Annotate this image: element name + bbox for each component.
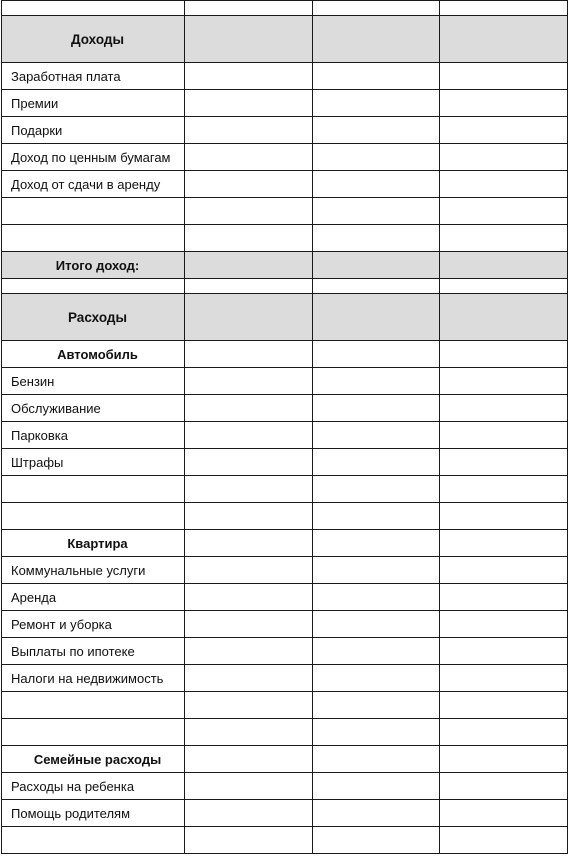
table-cell[interactable] [440,422,568,449]
row-label: Доход по ценным бумагам [2,144,185,171]
row-label: Помощь родителям [2,800,185,827]
row-label: Штрафы [2,449,185,476]
income-header-row [2,16,568,63]
row-label: Обслуживание [2,395,185,422]
table-row [2,827,568,854]
table-cell[interactable] [313,746,440,773]
table-cell[interactable] [185,827,313,854]
table-cell[interactable] [185,198,313,225]
table-cell[interactable] [185,746,313,773]
table-cell[interactable] [185,294,313,341]
table-cell[interactable] [185,422,313,449]
table-cell[interactable] [440,16,568,63]
income-total-row [2,252,568,279]
table-cell[interactable] [313,719,440,746]
table-cell[interactable] [440,144,568,171]
table-cell[interactable] [185,395,313,422]
table-cell[interactable] [313,144,440,171]
table-cell[interactable] [313,584,440,611]
table-cell[interactable] [440,279,568,294]
table-cell[interactable] [185,557,313,584]
table-cell[interactable] [185,63,313,90]
table-cell[interactable] [185,225,313,252]
table-row [2,638,568,665]
table-row [2,117,568,144]
table-cell[interactable] [313,800,440,827]
table-cell[interactable] [185,341,313,368]
table-cell[interactable] [185,530,313,557]
table-cell[interactable] [440,395,568,422]
table-cell[interactable] [440,638,568,665]
row-label: Расходы на ребенка [2,773,185,800]
row-label: Премии [2,90,185,117]
table-cell[interactable] [440,198,568,225]
table-cell[interactable] [185,611,313,638]
row-label[interactable] [2,225,185,252]
table-cell[interactable] [313,16,440,63]
table-cell[interactable] [440,665,568,692]
table-cell[interactable] [185,90,313,117]
row-label: Ремонт и уборка [2,611,185,638]
budget-table [1,0,568,854]
table-cell[interactable] [313,665,440,692]
row-label: Коммунальные услуги [2,557,185,584]
row-label[interactable] [2,503,185,530]
table-cell[interactable] [313,171,440,198]
table-cell[interactable] [313,611,440,638]
table-row [2,773,568,800]
table-cell[interactable] [313,63,440,90]
category-row [2,530,568,557]
table-cell[interactable] [440,368,568,395]
table-cell[interactable] [185,773,313,800]
table-cell[interactable] [440,611,568,638]
row-label[interactable] [2,198,185,225]
expenses-header-row [2,294,568,341]
category-car: Автомобиль [2,341,185,368]
table-cell[interactable] [440,63,568,90]
table-cell[interactable] [313,341,440,368]
table-cell[interactable] [313,198,440,225]
table-cell[interactable] [313,90,440,117]
table-cell[interactable] [313,368,440,395]
table-cell[interactable] [440,449,568,476]
table-cell[interactable] [440,294,568,341]
table-cell[interactable] [185,800,313,827]
table-cell[interactable] [313,476,440,503]
table-row [2,90,568,117]
table-row [2,171,568,198]
row-label: Доход от сдачи в аренду [2,171,185,198]
table-cell[interactable] [185,279,313,294]
table-cell[interactable] [440,530,568,557]
table-cell[interactable] [440,1,568,16]
table-cell[interactable] [440,503,568,530]
table-row [2,144,568,171]
spacer-row [2,279,568,294]
table-cell[interactable] [2,1,185,16]
table-cell[interactable] [440,773,568,800]
table-row [2,449,568,476]
table-cell[interactable] [313,557,440,584]
table-row [2,422,568,449]
table-row [2,476,568,503]
table-cell[interactable] [440,800,568,827]
spacer-row [2,1,568,16]
table-cell[interactable] [440,476,568,503]
row-label: Подарки [2,117,185,144]
table-cell[interactable] [440,719,568,746]
table-row [2,557,568,584]
row-label[interactable] [2,476,185,503]
table-cell[interactable] [185,719,313,746]
table-cell[interactable] [313,117,440,144]
table-cell[interactable] [440,746,568,773]
expenses-header: Расходы [2,294,185,341]
table-cell[interactable] [185,638,313,665]
table-row [2,63,568,90]
table-cell[interactable] [185,692,313,719]
table-cell[interactable] [185,503,313,530]
table-cell[interactable] [185,252,313,279]
table-cell[interactable] [185,1,313,16]
income-header: Доходы [2,16,185,63]
table-cell[interactable] [185,16,313,63]
row-label: Парковка [2,422,185,449]
table-cell[interactable] [440,225,568,252]
category-row [2,746,568,773]
table-cell[interactable] [313,422,440,449]
table-row [2,503,568,530]
row-label: Выплаты по ипотеке [2,638,185,665]
table-row [2,198,568,225]
table-cell[interactable] [313,1,440,16]
table-cell[interactable] [440,692,568,719]
table-cell[interactable] [440,171,568,198]
table-cell[interactable] [185,476,313,503]
table-cell[interactable] [185,144,313,171]
table-cell[interactable] [440,117,568,144]
table-row [2,368,568,395]
table-cell[interactable] [440,557,568,584]
table-cell[interactable] [185,368,313,395]
table-cell[interactable] [313,294,440,341]
row-label: Заработная плата [2,63,185,90]
table-cell[interactable] [440,252,568,279]
table-cell[interactable] [440,90,568,117]
row-label[interactable] [2,719,185,746]
row-label: Аренда [2,584,185,611]
table-row [2,395,568,422]
table-cell[interactable] [440,827,568,854]
table-cell[interactable] [185,117,313,144]
table-cell[interactable] [313,692,440,719]
table-cell[interactable] [313,252,440,279]
table-cell[interactable] [313,449,440,476]
row-label[interactable] [2,827,185,854]
table-cell[interactable] [313,638,440,665]
category-apartment: Квартира [2,530,185,557]
row-label[interactable] [2,692,185,719]
category-row [2,341,568,368]
table-row [2,665,568,692]
table-row [2,225,568,252]
table-cell[interactable] [313,530,440,557]
table-cell[interactable] [185,584,313,611]
table-row [2,800,568,827]
table-cell[interactable] [313,279,440,294]
table-cell[interactable] [440,584,568,611]
table-cell[interactable] [313,395,440,422]
table-cell[interactable] [185,665,313,692]
table-row [2,611,568,638]
category-family: Семейные расходы [2,746,185,773]
table-cell[interactable] [2,279,185,294]
row-label: Налоги на недвижимость [2,665,185,692]
table-row [2,719,568,746]
table-cell[interactable] [185,449,313,476]
table-row [2,692,568,719]
table-cell[interactable] [313,773,440,800]
table-cell[interactable] [313,827,440,854]
row-label: Бензин [2,368,185,395]
table-cell[interactable] [313,503,440,530]
table-row [2,584,568,611]
table-cell[interactable] [185,171,313,198]
table-cell[interactable] [313,225,440,252]
table-cell[interactable] [440,341,568,368]
income-total-label: Итого доход: [2,252,185,279]
